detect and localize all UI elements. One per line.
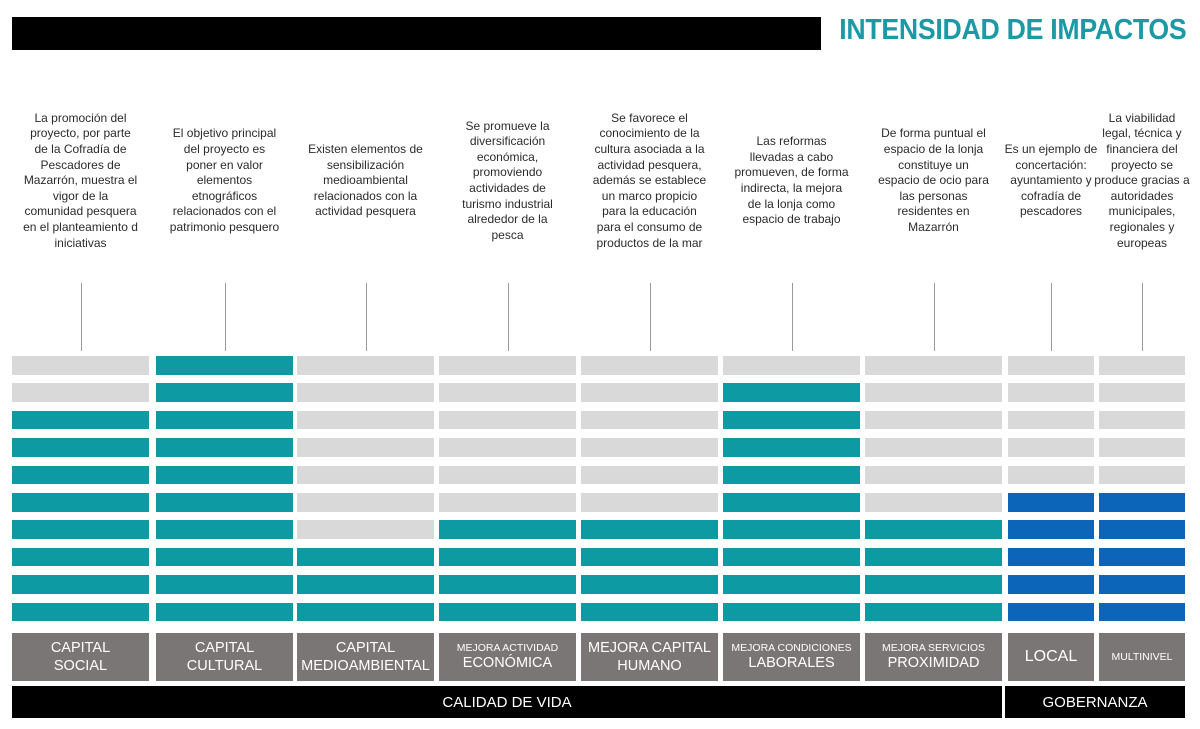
bar-segment-filled [1008,603,1094,622]
description-line: etnográficos [191,188,258,203]
connector-line [81,283,82,351]
description-line: municipales, [1108,204,1176,219]
bar-segment-filled [581,520,718,539]
description-line: De forma puntual el [881,126,986,141]
bar-segment-filled [156,466,293,485]
bar-segment-filled [723,466,860,485]
connector-line [1051,283,1052,351]
description-line: promoviendo [472,165,543,180]
description-line: de la lonja como [747,196,836,211]
bar-segment-filled [1099,575,1185,594]
description-line: Mazarrón [908,219,959,234]
category-label-line: PROXIMIDAD [887,655,980,671]
description-line: constituye un [898,157,969,172]
bar-segment-empty [297,520,434,539]
category-label [581,633,718,681]
description-line: vigor de la [52,188,109,203]
bar-segment-empty [1099,383,1185,402]
bar-segment-empty [581,356,718,375]
description-line: La viabilidad [1108,110,1176,125]
bar-segment-empty [439,411,576,430]
bar-segment-filled [12,411,149,430]
description-line: espacio de trabajo [742,212,841,227]
bar-segment-filled [1008,575,1094,594]
bar-segment-empty [581,411,718,430]
bar-segment-empty [865,411,1002,430]
bar-segment-filled [12,575,149,594]
bar-segment-filled [156,520,293,539]
category-label-line: MEJORA CAPITAL [587,640,711,656]
group-label: CALIDAD DE VIDA [12,686,1002,718]
bar-segment-empty [1008,438,1094,457]
bar-segment-filled [581,548,718,567]
bar-segment-empty [1099,438,1185,457]
description-line: autoridades [1110,188,1174,203]
category-label-line: SOCIAL [53,658,108,674]
description-line: del proyecto es [183,141,266,156]
bar-segment-filled [865,603,1002,622]
bar-segment-filled [723,383,860,402]
connector-line [225,283,226,351]
bar-segment-empty [12,383,149,402]
column-description [712,134,872,228]
bar-segment-empty [723,356,860,375]
bar-segment-empty [297,438,434,457]
category-label [1099,633,1185,681]
bar-segment-filled [297,603,434,622]
category-label-line: CAPITAL [194,640,255,656]
bar-segment-filled [439,520,576,539]
bar-segment-empty [297,383,434,402]
description-line: en el planteamiento d [23,219,138,234]
description-line: europeas [1116,235,1168,250]
description-line: alrededor de la [467,212,548,227]
bar-segment-filled [1008,520,1094,539]
bar-segment-empty [12,356,149,375]
description-line: La promoción del [34,110,127,125]
description-line: medioambiental [323,173,408,188]
bar-segment-empty [439,438,576,457]
description-line: relacionados con la [313,188,418,203]
description-line: relacionados con el [172,204,277,219]
description-line: espacio de ocio para [878,173,989,188]
category-label [723,633,860,681]
bar-segment-filled [297,575,434,594]
bar-segment-filled [156,383,293,402]
bar-segment-empty [439,493,576,512]
description-line: para la educación [602,204,697,219]
description-line: concertación: [1015,157,1087,172]
bar-segment-filled [1008,493,1094,512]
description-line: económica, [476,149,539,164]
description-line: llevadas a cabo [749,149,834,164]
bar-segment-filled [156,603,293,622]
bar-segment-filled [439,575,576,594]
description-line: proyecto, por parte [30,126,131,141]
bar-segment-filled [865,575,1002,594]
description-line: pescadores [1019,204,1083,219]
description-line: actividad pesquera, [597,157,702,172]
bar-segment-filled [156,411,293,430]
bar-segment-empty [297,411,434,430]
bar-segment-filled [1099,548,1185,567]
bar-segment-empty [581,438,718,457]
bar-segment-filled [156,493,293,512]
description-line: indirecta, la mejora [740,180,843,195]
bar-segment-empty [581,493,718,512]
column-description [145,126,305,235]
category-label-small: MULTINIVEL [1111,651,1173,663]
bar-segment-filled [156,575,293,594]
bar-segment-filled [297,548,434,567]
bar-segment-filled [723,520,860,539]
category-label-line: CAPITAL [50,640,111,656]
description-line: cofradía de [1020,188,1082,203]
bar-segment-filled [12,493,149,512]
bar-segment-filled [439,548,576,567]
bar-segment-filled [723,603,860,622]
bar-segment-empty [865,383,1002,402]
bar-segment-empty [581,383,718,402]
bar-segment-filled [439,603,576,622]
bar-segment-empty [1099,466,1185,485]
bar-segment-empty [1008,383,1094,402]
description-line: patrimonio pesquero [169,219,280,234]
bar-segment-filled [723,438,860,457]
bar-segment-filled [12,548,149,567]
description-line: de la Cofradía de [34,141,127,156]
connector-line [1142,283,1143,351]
bar-segment-filled [1008,548,1094,567]
column-description [570,111,730,251]
description-line: actividades de [469,180,546,195]
description-line: produce gracias a [1094,173,1190,188]
column-description [428,119,588,244]
description-line: pesca [491,227,524,242]
bar-segment-empty [297,356,434,375]
column-description [1062,111,1200,251]
bar-segment-filled [12,603,149,622]
connector-line [508,283,509,351]
bar-segment-empty [1099,411,1185,430]
bar-segment-filled [156,356,293,375]
category-label-line: ECONÓMICA [462,655,553,671]
bar-segment-filled [723,411,860,430]
connector-line [792,283,793,351]
description-line: Existen elementos de [308,142,423,156]
connector-line [650,283,651,351]
category-label-line: LOCAL [1024,648,1078,665]
description-line: El objetivo principal [172,126,277,141]
description-line: regionales y [1109,219,1175,234]
description-line: espacio de la lonja [883,141,984,156]
group-label: GOBERNANZA [1005,686,1185,718]
description-line: comunidad pesquera [24,204,137,219]
bar-segment-empty [865,493,1002,512]
description-line: Es un ejemplo de [1004,142,1098,156]
description-line: Pescadores de [40,157,121,172]
description-line: para el consumo de [596,219,703,234]
description-line: las personas [899,188,968,203]
bar-segment-filled [156,438,293,457]
bar-segment-empty [297,493,434,512]
category-label-line: LABORALES [748,655,835,671]
description-line: turismo industrial [462,196,553,211]
bar-segment-filled [865,548,1002,567]
bar-segment-filled [12,438,149,457]
category-label [439,633,576,681]
description-line: promueven, de forma [734,165,849,180]
bar-segment-filled [723,548,860,567]
description-line: proyecto se [1110,157,1174,172]
description-line: además se establece [592,173,707,188]
category-label-small: MEJORA CONDICIONES [731,642,852,654]
bar-segment-empty [439,356,576,375]
bar-segment-filled [1099,520,1185,539]
bar-segment-filled [12,466,149,485]
bar-segment-filled [581,603,718,622]
description-line: actividad pesquera [315,204,416,219]
connector-line [366,283,367,351]
page-title: INTENSIDAD DE IMPACTOS [838,14,1186,46]
column-description [1,111,161,251]
bar-segment-empty [1008,466,1094,485]
bar-segment-filled [1099,493,1185,512]
description-line: elementos [196,173,253,188]
category-label [156,633,293,681]
category-label [297,633,434,681]
description-line: financiera del [1106,141,1178,156]
connector-line [934,283,935,351]
bar-segment-filled [865,520,1002,539]
bar-segment-empty [865,356,1002,375]
description-line: un marco propicio [601,188,698,203]
description-line: legal, técnica y [1102,126,1182,141]
category-label-small: MEJORA ACTIVIDAD [456,642,559,654]
description-line: Las reformas [756,134,827,149]
bar-segment-empty [581,466,718,485]
description-line: productos de la mar [596,235,703,250]
category-label-small: MEJORA SERVICIOS [881,642,986,654]
bar-segment-empty [439,466,576,485]
bar-segment-empty [865,438,1002,457]
category-label-line: HUMANO [617,658,682,674]
bar-segment-filled [1099,603,1185,622]
bar-segment-filled [581,575,718,594]
bar-segment-filled [723,575,860,594]
description-line: Se favorece el [611,110,688,125]
bar-segment-filled [156,548,293,567]
bar-segment-empty [1008,411,1094,430]
bar-segment-empty [1099,356,1185,375]
bar-segment-empty [439,383,576,402]
bar-segment-empty [1008,356,1094,375]
description-line: Mazarrón, muestra el [23,173,138,188]
bar-segment-empty [865,466,1002,485]
category-label [865,633,1002,681]
description-line: cultura asociada a la [594,141,705,156]
description-line: diversificación [469,134,546,149]
category-label-line: CAPITAL [335,640,396,656]
bar-segment-filled [12,520,149,539]
description-line: Se promueve la [465,118,550,133]
description-line: sensibilización [326,157,405,172]
category-label-line: MEDIOAMBIENTAL [301,658,430,674]
description-line: conocimiento de la [599,126,700,141]
description-line: ayuntamiento y [1010,173,1092,188]
bar-segment-empty [297,466,434,485]
column-description [286,142,446,220]
description-line: residentes en [897,204,970,219]
category-label [1008,633,1094,681]
category-label [12,633,149,681]
category-label-line: CULTURAL [186,658,263,674]
description-line: iniciativas [54,235,107,250]
description-line: poner en valor [186,157,263,172]
bar-segment-filled [723,493,860,512]
